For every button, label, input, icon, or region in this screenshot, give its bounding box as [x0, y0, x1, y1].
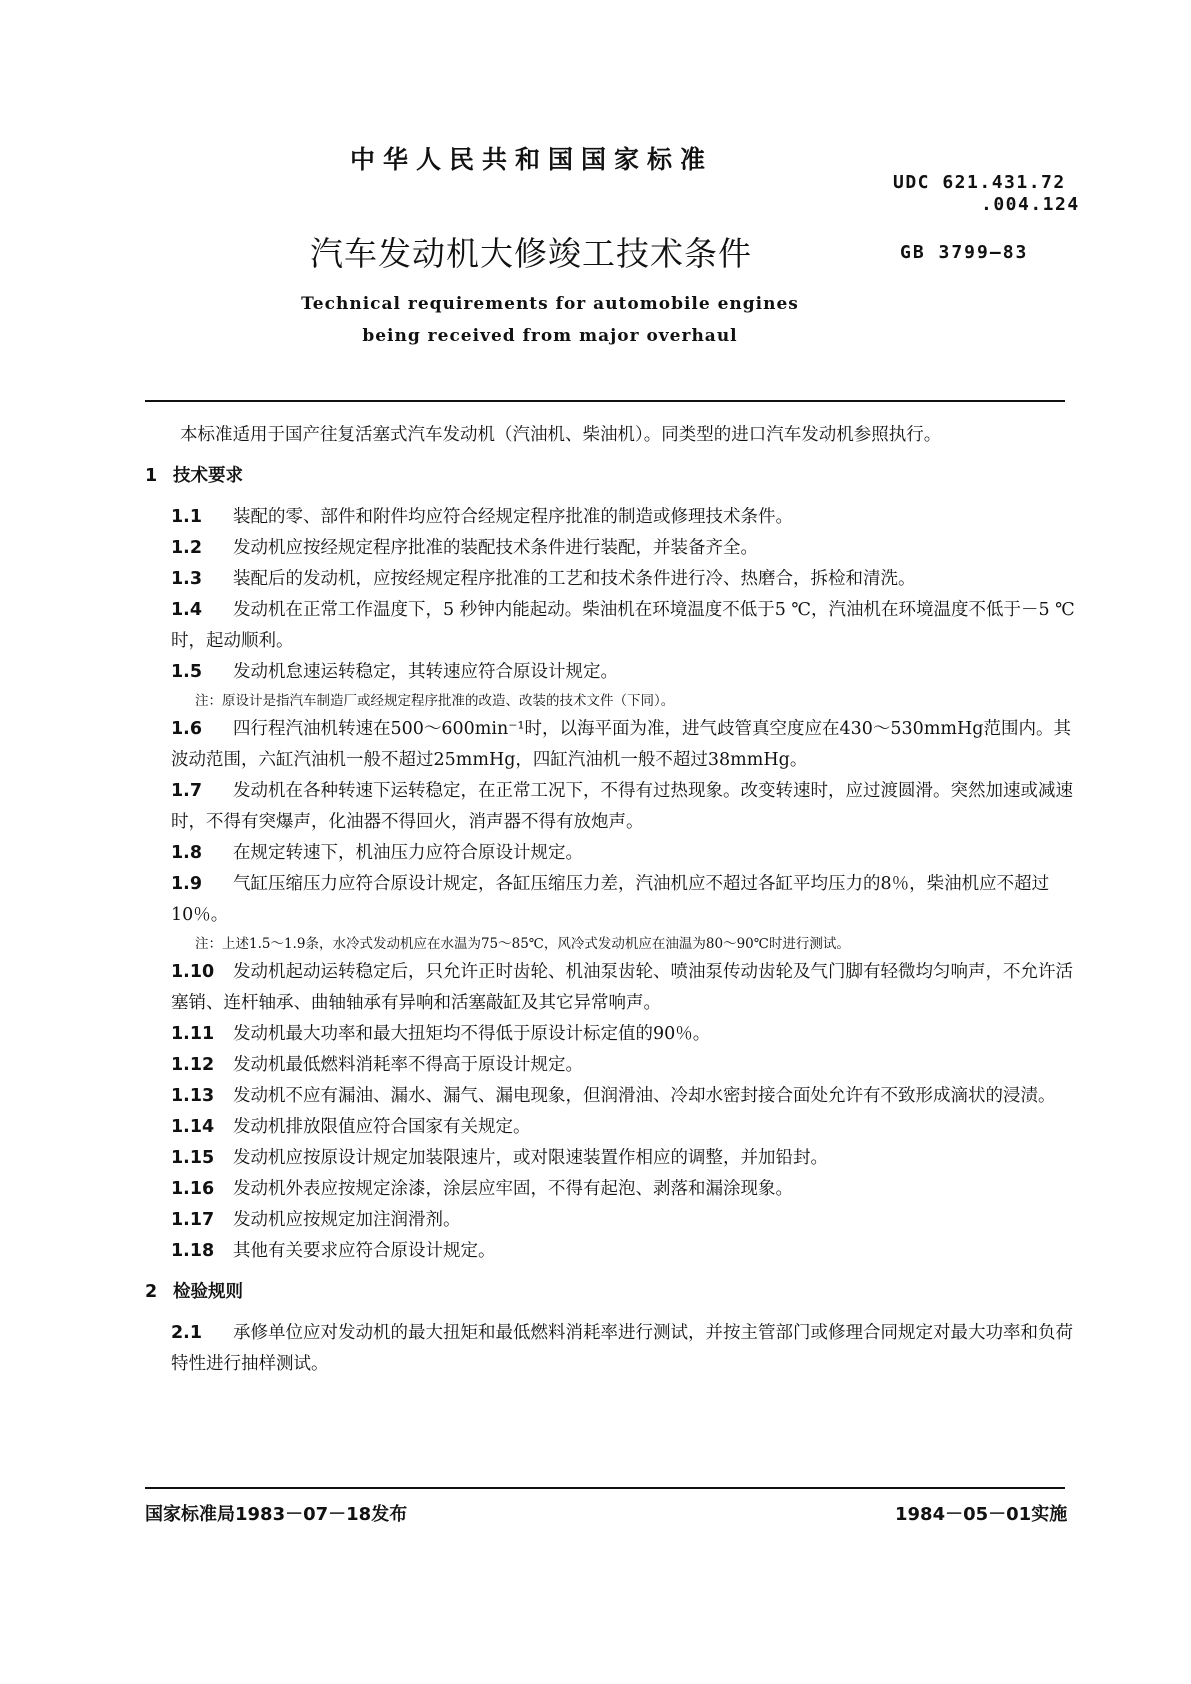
intro-paragraph: 本标准适用于国产往复活塞式汽车发动机（汽油机、柴油机）。同类型的进口汽车发动机参照执行。 — [180, 425, 942, 445]
clause-text: 发动机排放限值应符合国家有关规定。 — [233, 1117, 531, 1137]
clause-text: 发动机外表应按规定涂漆，涂层应牢固，不得有起泡、剥落和漏涂现象。 — [233, 1179, 793, 1199]
clause-item — [145, 1236, 1075, 1267]
clause-number: 1.9 — [171, 874, 203, 894]
clause-item — [145, 869, 1075, 931]
title-en-line-2: being received from major overhaul — [362, 326, 738, 346]
clause-number: 1.12 — [171, 1055, 215, 1075]
clause-text: 发动机应按经规定程序批准的装配技术条件进行装配，并装备齐全。 — [233, 538, 758, 558]
clause-number: 1.8 — [171, 843, 203, 863]
clause-number: 1.7 — [171, 781, 203, 801]
clause-item — [145, 1112, 1075, 1143]
clause-text: 其他有关要求应符合原设计规定。 — [233, 1241, 496, 1261]
clause-number: 2.1 — [171, 1323, 203, 1343]
clause-text: 装配的零、部件和附件均应符合经规定程序批准的制造或修理技术条件。 — [233, 507, 793, 527]
clause-item — [145, 502, 1075, 533]
clause-item — [145, 714, 1075, 776]
clause-text: 在规定转速下，机油压力应符合原设计规定。 — [233, 843, 583, 863]
document-title-cn: 汽车发动机大修竣工技术条件 — [310, 234, 752, 273]
clause-item — [145, 1019, 1075, 1050]
clause-item — [145, 657, 1075, 688]
clause-item — [145, 1081, 1075, 1112]
clause-text: 发动机最低燃料消耗率不得高于原设计规定。 — [233, 1055, 583, 1075]
section-title: 检验规则 — [173, 1282, 243, 1302]
clause-number: 1.16 — [171, 1179, 215, 1199]
clause-text: 发动机最大功率和最大扭矩均不得低于原设计标定值的90％。 — [233, 1024, 711, 1044]
clause-number: 1.10 — [171, 962, 215, 982]
clause-text: 发动机不应有漏油、漏水、漏气、漏电现象，但润滑油、冷却水密封接合面处允许有不致形成滴状的浸渍。 — [233, 1086, 1056, 1106]
clause-item — [145, 533, 1075, 564]
clause-number: 1.11 — [171, 1024, 215, 1044]
clause-number: 1.18 — [171, 1241, 215, 1261]
section-title: 技术要求 — [173, 466, 243, 486]
section-number: 1 — [145, 466, 158, 486]
footer-divider — [145, 1487, 1065, 1489]
clause-text: 气缸压缩压力应符合原设计规定，各缸压缩压力差，汽油机应不超过各缸平均压力的8％，柴油机应不超过10％。 — [171, 874, 1050, 925]
header-divider — [145, 400, 1065, 402]
udc-line-1: UDC 621.431.72 — [893, 172, 1066, 193]
clause-item — [145, 957, 1075, 1019]
clause-item — [145, 838, 1075, 869]
clause-number: 1.13 — [171, 1086, 215, 1106]
clause-text: 装配后的发动机，应按经规定程序批准的工艺和技术条件进行冷、热磨合，拆检和清洗。 — [233, 569, 916, 589]
clause-item — [145, 1318, 1075, 1380]
clause-item — [145, 595, 1075, 657]
clause-item — [145, 776, 1075, 838]
document-title-en — [300, 288, 800, 352]
clause-text: 发动机起动运转稳定后，只允许正时齿轮、机油泵齿轮、喷油泵传动齿轮及气门脚有轻微均匀响声，不允许活塞销、连杆轴承、曲轴轴承有异响和活塞敲缸及其它异常响声。 — [171, 962, 1073, 1013]
clause-item — [145, 1143, 1075, 1174]
clause-item — [145, 1174, 1075, 1205]
issue-date: 国家标准局1983－07－18发布 — [145, 1504, 408, 1525]
clause-number: 1.17 — [171, 1210, 215, 1230]
clause-note: 注：原设计是指汽车制造厂或经规定程序批准的改造、改装的技术文件（下同）。 — [195, 693, 675, 709]
section-heading — [145, 461, 1075, 492]
document-body — [145, 420, 1075, 1380]
clause-number: 1.3 — [171, 569, 203, 589]
standard-name: 中华人民共和国国家标准 — [350, 145, 714, 174]
clause-text: 发动机应按规定加注润滑剂。 — [233, 1210, 461, 1230]
section-heading — [145, 1277, 1075, 1308]
clause-text: 发动机怠速运转稳定，其转速应符合原设计规定。 — [233, 662, 618, 682]
clause-item — [145, 1205, 1075, 1236]
clause-number: 1.2 — [171, 538, 203, 558]
udc-line-2: .004.124 — [981, 194, 1080, 215]
clause-text: 四行程汽油机转速在500～600min⁻¹时，以海平面为准，进气歧管真空度应在430～530mmHg范围内。其波动范围，六缸汽油机一般不超过25mmHg，四缸汽油机一般不超过38mmHg。 — [171, 719, 1071, 770]
section-number: 2 — [145, 1282, 158, 1302]
clause-number: 1.4 — [171, 600, 203, 620]
clause-note: 注：上述1.5～1.9条，水冷式发动机应在水温为75～85℃，风冷式发动机应在油温为80～90℃时进行测试。 — [195, 936, 850, 952]
effective-date: 1984－05－01实施 — [895, 1504, 1068, 1525]
clause-text: 承修单位应对发动机的最大扭矩和最低燃料消耗率进行测试，并按主管部门或修理合同规定对最大功率和负荷特性进行抽样测试。 — [171, 1323, 1073, 1374]
sections-container — [145, 461, 1075, 1380]
clause-number: 1.14 — [171, 1117, 215, 1137]
clause-text: 发动机应按原设计规定加装限速片，或对限速装置作相应的调整，并加铅封。 — [233, 1148, 828, 1168]
clause-number: 1.6 — [171, 719, 203, 739]
title-en-line-1: Technical requirements for automobile engines — [301, 294, 799, 314]
clause-number: 1.1 — [171, 507, 203, 527]
gb-number: GB 3799—83 — [900, 242, 1029, 263]
udc-code — [893, 172, 1080, 216]
clause-number: 1.15 — [171, 1148, 215, 1168]
clause-number: 1.5 — [171, 662, 203, 682]
clause-text: 发动机在正常工作温度下，5 秒钟内能起动。柴油机在环境温度不低于5 ℃，汽油机在环境温度不低于－5 ℃时，起动顺利。 — [171, 600, 1075, 651]
clause-text: 发动机在各种转速下运转稳定，在正常工况下，不得有过热现象。改变转速时，应过渡圆滑。突然加速或减速时，不得有突爆声，化油器不得回火，消声器不得有放炮声。 — [171, 781, 1073, 832]
clause-item — [145, 1050, 1075, 1081]
clause-item — [145, 564, 1075, 595]
